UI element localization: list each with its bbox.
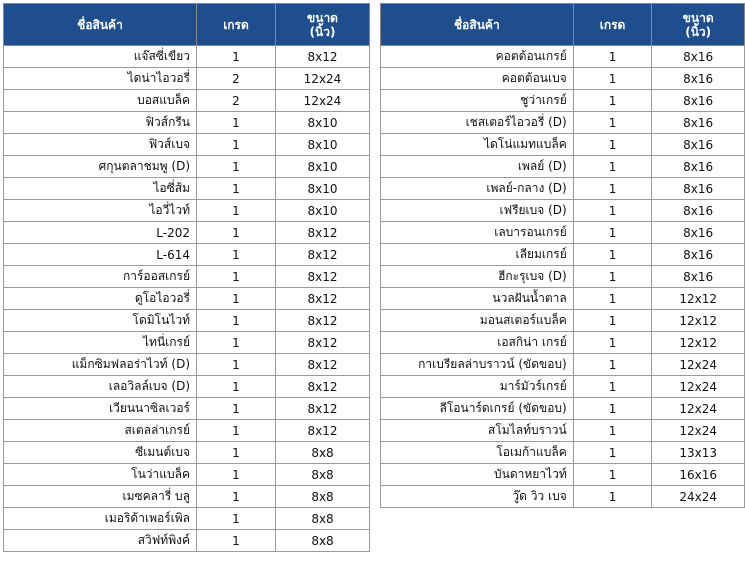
table-row xyxy=(381,178,745,200)
header-product-name: ชื่อสินค้า xyxy=(4,4,197,46)
size-cell: 8x12 xyxy=(276,398,370,420)
product-name-cell: เลอวิลล์เบจ (D) xyxy=(4,376,197,398)
grade-cell: 1 xyxy=(573,46,652,68)
product-name-cell: เชสเตอร์ไอวอรี่ (D) xyxy=(381,112,574,134)
grade-cell: 1 xyxy=(197,112,276,134)
size-cell: 13x13 xyxy=(652,442,745,464)
grade-cell: 1 xyxy=(197,354,276,376)
table-row xyxy=(381,398,745,420)
size-cell: 12x12 xyxy=(652,288,745,310)
product-name-cell: มาร์มัวร์เกรย์ xyxy=(381,376,574,398)
size-cell: 8x8 xyxy=(276,486,370,508)
table-row xyxy=(4,244,370,266)
grade-cell: 1 xyxy=(573,200,652,222)
size-cell: 8x16 xyxy=(652,134,745,156)
product-name-cell: โอเมก้าแบล็ค xyxy=(381,442,574,464)
grade-cell: 1 xyxy=(573,398,652,420)
table-row xyxy=(4,332,370,354)
grade-cell: 1 xyxy=(573,178,652,200)
table-row xyxy=(4,156,370,178)
grade-cell: 1 xyxy=(197,266,276,288)
product-name-cell: โดมิโนไวท์ xyxy=(4,310,197,332)
table-row xyxy=(4,46,370,68)
size-cell: 8x12 xyxy=(276,244,370,266)
product-name-cell: ไทนี่เกรย์ xyxy=(4,332,197,354)
header-row xyxy=(4,4,370,46)
table-row xyxy=(381,420,745,442)
size-cell: 8x12 xyxy=(276,266,370,288)
product-name-cell: ศกุนตลาชมพู (D) xyxy=(4,156,197,178)
table-row xyxy=(4,178,370,200)
size-cell: 8x16 xyxy=(652,266,745,288)
table-row xyxy=(4,442,370,464)
product-name-cell: สเตลล่าเกรย์ xyxy=(4,420,197,442)
product-name-cell: ลีโอนาร์ดเกรย์ (ขัดขอบ) xyxy=(381,398,574,420)
size-cell: 12x24 xyxy=(652,376,745,398)
product-table-right xyxy=(380,3,745,508)
header-size-unit: (นิ้ว) xyxy=(685,24,712,39)
product-name-cell: เมอริด้าเพอร์เพิล xyxy=(4,508,197,530)
grade-cell: 1 xyxy=(573,244,652,266)
product-name-cell: นวลฝันน้ำตาล xyxy=(381,288,574,310)
size-cell: 8x16 xyxy=(652,244,745,266)
table-row xyxy=(381,464,745,486)
size-cell: 8x16 xyxy=(652,200,745,222)
grade-cell: 1 xyxy=(573,288,652,310)
size-cell: 8x12 xyxy=(276,288,370,310)
product-name-cell: โนว่าแบล็ค xyxy=(4,464,197,486)
product-name-cell: เฟรียเบจ (D) xyxy=(381,200,574,222)
product-name-cell: แจ๊สซี่เขียว xyxy=(4,46,197,68)
table-row xyxy=(4,398,370,420)
header-grade: เกรด xyxy=(197,4,276,46)
product-name-cell: บันดาหยาไวท์ xyxy=(381,464,574,486)
size-cell: 8x8 xyxy=(276,530,370,552)
grade-cell: 1 xyxy=(573,134,652,156)
size-cell: 8x16 xyxy=(652,178,745,200)
size-cell: 8x16 xyxy=(652,222,745,244)
table-row xyxy=(4,530,370,552)
table-row xyxy=(381,486,745,508)
size-cell: 12x24 xyxy=(276,90,370,112)
size-cell: 12x24 xyxy=(652,398,745,420)
size-cell: 8x8 xyxy=(276,508,370,530)
size-cell: 8x12 xyxy=(276,420,370,442)
size-cell: 8x12 xyxy=(276,310,370,332)
product-name-cell: L-202 xyxy=(4,222,197,244)
table-row xyxy=(4,134,370,156)
grade-cell: 1 xyxy=(197,464,276,486)
grade-cell: 1 xyxy=(197,530,276,552)
product-name-cell: ไดโน่แมทแบล็ค xyxy=(381,134,574,156)
grade-cell: 1 xyxy=(197,442,276,464)
size-cell: 8x10 xyxy=(276,178,370,200)
table-row xyxy=(4,486,370,508)
size-cell: 12x12 xyxy=(652,310,745,332)
table-row xyxy=(381,376,745,398)
size-cell: 8x8 xyxy=(276,464,370,486)
product-name-cell: เพลย์ (D) xyxy=(381,156,574,178)
product-name-cell: แม็กซิมฟลอร่าไวท์ (D) xyxy=(4,354,197,376)
table-row xyxy=(381,156,745,178)
grade-cell: 1 xyxy=(197,156,276,178)
header-size-label: ขนาด xyxy=(307,10,338,25)
grade-cell: 1 xyxy=(573,376,652,398)
product-name-cell: บอสแบล็ค xyxy=(4,90,197,112)
grade-cell: 1 xyxy=(197,178,276,200)
size-cell: 8x8 xyxy=(276,442,370,464)
size-cell: 8x16 xyxy=(652,46,745,68)
table-body-left xyxy=(4,46,370,552)
product-name-cell: เลบารอนเกรย์ xyxy=(381,222,574,244)
product-table-left xyxy=(3,3,370,552)
table-row xyxy=(4,420,370,442)
grade-cell: 1 xyxy=(197,486,276,508)
grade-cell: 1 xyxy=(197,244,276,266)
product-name-cell: L-614 xyxy=(4,244,197,266)
grade-cell: 1 xyxy=(197,420,276,442)
table-row xyxy=(381,288,745,310)
header-size-unit: (นิ้ว) xyxy=(309,24,336,39)
size-cell: 8x12 xyxy=(276,332,370,354)
table-row xyxy=(4,354,370,376)
product-name-cell: เลียมเกรย์ xyxy=(381,244,574,266)
product-name-cell: ซีเมนต์เบจ xyxy=(4,442,197,464)
product-name-cell: มอนสเตอร์แบล็ค xyxy=(381,310,574,332)
table-row xyxy=(381,266,745,288)
product-name-cell: เมซคลารี่ บลู xyxy=(4,486,197,508)
table-row xyxy=(4,464,370,486)
grade-cell: 1 xyxy=(573,68,652,90)
grade-cell: 1 xyxy=(573,222,652,244)
table-row xyxy=(381,244,745,266)
product-name-cell: ดูโอไอวอรี่ xyxy=(4,288,197,310)
size-cell: 8x10 xyxy=(276,112,370,134)
grade-cell: 1 xyxy=(197,200,276,222)
grade-cell: 1 xyxy=(197,376,276,398)
table-row xyxy=(381,442,745,464)
table-row xyxy=(381,46,745,68)
size-cell: 8x16 xyxy=(652,156,745,178)
size-cell: 8x16 xyxy=(652,90,745,112)
grade-cell: 1 xyxy=(573,442,652,464)
product-name-cell: สวิฟท์พิงค์ xyxy=(4,530,197,552)
grade-cell: 1 xyxy=(197,508,276,530)
table-row xyxy=(381,200,745,222)
size-cell: 8x12 xyxy=(276,46,370,68)
table-row xyxy=(4,90,370,112)
grade-cell: 1 xyxy=(573,156,652,178)
grade-cell: 2 xyxy=(197,68,276,90)
header-product-name: ชื่อสินค้า xyxy=(381,4,574,46)
grade-cell: 1 xyxy=(573,332,652,354)
grade-cell: 1 xyxy=(573,112,652,134)
product-name-cell: คอตต้อนเบจ xyxy=(381,68,574,90)
table-row xyxy=(381,354,745,376)
grade-cell: 1 xyxy=(573,464,652,486)
header-row xyxy=(381,4,745,46)
table-row xyxy=(381,134,745,156)
product-name-cell: ฟิวส์กรีน xyxy=(4,112,197,134)
table-row xyxy=(4,288,370,310)
grade-cell: 1 xyxy=(197,332,276,354)
grade-cell: 1 xyxy=(197,46,276,68)
size-cell: 24x24 xyxy=(652,486,745,508)
product-name-cell: วู๊ด วิว เบจ xyxy=(381,486,574,508)
table-row xyxy=(4,508,370,530)
product-name-cell: คอตต้อนเกรย์ xyxy=(381,46,574,68)
size-cell: 16x16 xyxy=(652,464,745,486)
product-name-cell: ไอวี่ไวท์ xyxy=(4,200,197,222)
grade-cell: 1 xyxy=(573,266,652,288)
table-row xyxy=(381,332,745,354)
size-cell: 12x24 xyxy=(276,68,370,90)
size-cell: 8x10 xyxy=(276,200,370,222)
product-name-cell: ชูว่าเกรย์ xyxy=(381,90,574,112)
grade-cell: 1 xyxy=(197,310,276,332)
grade-cell: 1 xyxy=(197,288,276,310)
header-size xyxy=(652,4,745,46)
product-name-cell: ฮีกะรุเบจ (D) xyxy=(381,266,574,288)
size-cell: 8x16 xyxy=(652,68,745,90)
grade-cell: 1 xyxy=(573,90,652,112)
header-size xyxy=(276,4,370,46)
header-size-label: ขนาด xyxy=(682,10,714,25)
table-row xyxy=(4,200,370,222)
product-name-cell: กาเบรียลล่าบราวน์ (ขัดขอบ) xyxy=(381,354,574,376)
table-row xyxy=(4,310,370,332)
product-name-cell: ไดน่าไอวอรี่ xyxy=(4,68,197,90)
grade-cell: 1 xyxy=(197,398,276,420)
table-row xyxy=(4,68,370,90)
grade-cell: 1 xyxy=(197,222,276,244)
table-row xyxy=(4,112,370,134)
table-row xyxy=(381,112,745,134)
size-cell: 8x12 xyxy=(276,222,370,244)
size-cell: 8x16 xyxy=(652,112,745,134)
size-cell: 8x10 xyxy=(276,134,370,156)
product-name-cell: ไอซี่ส้ม xyxy=(4,178,197,200)
size-cell: 12x24 xyxy=(652,420,745,442)
size-cell: 12x24 xyxy=(652,354,745,376)
product-name-cell: เวียนนาซิลเวอร์ xyxy=(4,398,197,420)
grade-cell: 1 xyxy=(573,310,652,332)
table-row xyxy=(381,68,745,90)
table-row xyxy=(381,90,745,112)
product-name-cell: ฟิวส์เบจ xyxy=(4,134,197,156)
grade-cell: 2 xyxy=(197,90,276,112)
product-name-cell: เอสกิน่า เกรย์ xyxy=(381,332,574,354)
product-name-cell: สโมไลท์บราวน์ xyxy=(381,420,574,442)
product-name-cell: เพลย์-กลาง (D) xyxy=(381,178,574,200)
table-body-right xyxy=(381,46,745,508)
size-cell: 8x12 xyxy=(276,354,370,376)
size-cell: 8x12 xyxy=(276,376,370,398)
grade-cell: 1 xyxy=(573,420,652,442)
product-name-cell: การ์ออสเกรย์ xyxy=(4,266,197,288)
grade-cell: 1 xyxy=(573,486,652,508)
size-cell: 12x12 xyxy=(652,332,745,354)
header-grade: เกรด xyxy=(573,4,652,46)
table-row xyxy=(4,266,370,288)
grade-cell: 1 xyxy=(573,354,652,376)
table-row xyxy=(4,222,370,244)
table-row xyxy=(381,310,745,332)
table-row xyxy=(381,222,745,244)
table-row xyxy=(4,376,370,398)
size-cell: 8x10 xyxy=(276,156,370,178)
grade-cell: 1 xyxy=(197,134,276,156)
